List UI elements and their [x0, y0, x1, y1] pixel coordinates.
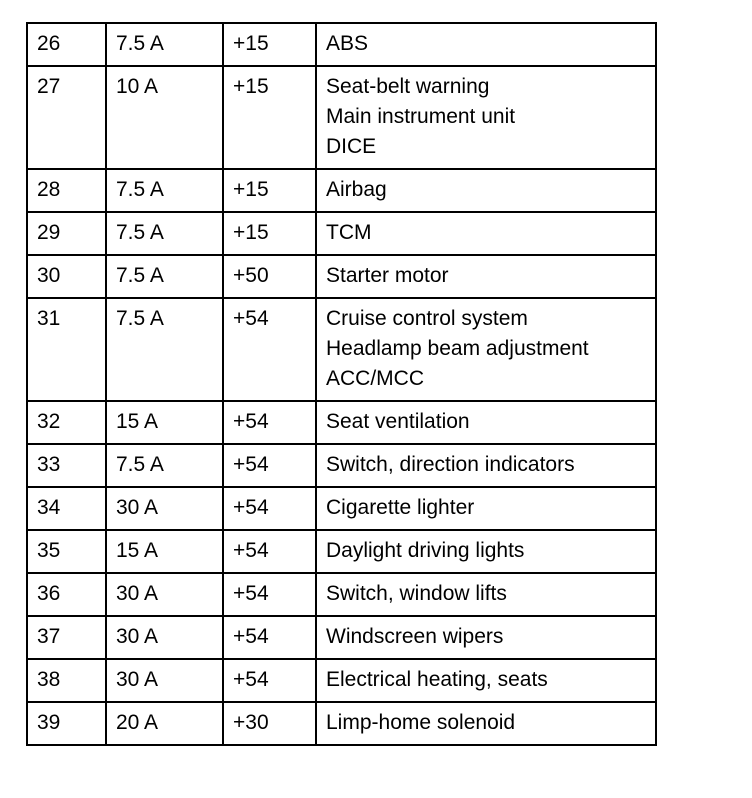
fuse-function-line: Seat-belt warning [326, 75, 490, 98]
fuse-amperage-cell: 15 A [106, 530, 223, 573]
fuse-number-cell: 36 [27, 573, 106, 616]
fuse-amperage-cell: 20 A [106, 702, 223, 745]
fuse-number-cell: 30 [27, 255, 106, 298]
fuse-number-cell: 33 [27, 444, 106, 487]
fuse-amperage-cell: 10 A [106, 66, 223, 169]
fuse-terminal-cell: +50 [223, 255, 316, 298]
fuse-function-cell [316, 659, 656, 702]
fuse-amperage-cell: 7.5 A [106, 444, 223, 487]
fuse-function-cell [316, 23, 656, 66]
fuse-terminal-cell: +54 [223, 530, 316, 573]
fuse-function-cell [316, 444, 656, 487]
fuse-function-cell [316, 487, 656, 530]
fuse-number-cell: 38 [27, 659, 106, 702]
fuse-number-cell: 29 [27, 212, 106, 255]
fuse-number-cell: 27 [27, 66, 106, 169]
fuse-number-cell: 28 [27, 169, 106, 212]
fuse-function-line: DICE [326, 135, 377, 158]
fuse-function-line: Seat ventilation [326, 410, 470, 433]
fuse-amperage-cell: 7.5 A [106, 23, 223, 66]
table-row [27, 255, 656, 298]
fuse-function-line: Switch, direction indicators [326, 453, 575, 476]
fuse-amperage-cell: 7.5 A [106, 255, 223, 298]
fuse-function-line: Cigarette lighter [326, 496, 475, 519]
fuse-function-cell [316, 530, 656, 573]
fuse-table-body [27, 23, 656, 745]
fuse-function-cell [316, 401, 656, 444]
fuse-number-cell: 39 [27, 702, 106, 745]
fuse-function-line: Switch, window lifts [326, 582, 507, 605]
fuse-terminal-cell: +15 [223, 66, 316, 169]
fuse-function-line: Airbag [326, 178, 387, 201]
fuse-number-cell: 35 [27, 530, 106, 573]
fuse-function-line: Headlamp beam adjustment [326, 337, 589, 360]
fuse-terminal-cell: +54 [223, 401, 316, 444]
fuse-function-line: ABS [326, 32, 369, 55]
fuse-amperage-cell: 30 A [106, 573, 223, 616]
fuse-number-cell: 37 [27, 616, 106, 659]
fuse-terminal-cell: +54 [223, 616, 316, 659]
table-row [27, 530, 656, 573]
table-row [27, 23, 656, 66]
fuse-terminal-cell: +15 [223, 23, 316, 66]
fuse-terminal-cell: +54 [223, 298, 316, 401]
table-row [27, 616, 656, 659]
table-row [27, 169, 656, 212]
table-row [27, 659, 656, 702]
fuse-function-line: Cruise control system [326, 307, 528, 330]
table-row [27, 212, 656, 255]
table-row [27, 444, 656, 487]
fuse-function-cell [316, 169, 656, 212]
fuse-function-line: Limp-home solenoid [326, 711, 516, 734]
fuse-function-line: Electrical heating, seats [326, 668, 548, 691]
fuse-function-line: Starter motor [326, 264, 449, 287]
table-row [27, 66, 656, 169]
fuse-function-line: Daylight driving lights [326, 539, 525, 562]
fuse-amperage-cell: 30 A [106, 487, 223, 530]
fuse-number-cell: 31 [27, 298, 106, 401]
table-row [27, 401, 656, 444]
fuse-terminal-cell: +54 [223, 573, 316, 616]
fuse-amperage-cell: 30 A [106, 616, 223, 659]
fuse-terminal-cell: +54 [223, 487, 316, 530]
fuse-terminal-cell: +15 [223, 169, 316, 212]
table-row [27, 487, 656, 530]
fuse-function-line: TCM [326, 221, 372, 244]
fuse-amperage-cell: 15 A [106, 401, 223, 444]
fuse-function-cell [316, 212, 656, 255]
fuse-function-cell [316, 616, 656, 659]
fuse-number-cell: 34 [27, 487, 106, 530]
fuse-terminal-cell: +15 [223, 212, 316, 255]
fuse-function-cell [316, 573, 656, 616]
fuse-amperage-cell: 30 A [106, 659, 223, 702]
fuse-function-cell [316, 66, 656, 169]
fuse-amperage-cell: 7.5 A [106, 169, 223, 212]
fuse-terminal-cell: +54 [223, 659, 316, 702]
table-row [27, 298, 656, 401]
fuse-function-line: ACC/MCC [326, 367, 424, 390]
fuse-amperage-cell: 7.5 A [106, 212, 223, 255]
fuse-function-line: Windscreen wipers [326, 625, 504, 648]
fuse-function-cell [316, 255, 656, 298]
fuse-number-cell: 26 [27, 23, 106, 66]
fuse-function-line: Main instrument unit [326, 105, 516, 128]
fuse-terminal-cell: +54 [223, 444, 316, 487]
fuse-terminal-cell: +30 [223, 702, 316, 745]
fuse-number-cell: 32 [27, 401, 106, 444]
table-row [27, 702, 656, 745]
fuse-function-cell [316, 298, 656, 401]
table-row [27, 573, 656, 616]
fuse-table [26, 22, 657, 746]
fuse-amperage-cell: 7.5 A [106, 298, 223, 401]
fuse-function-cell [316, 702, 656, 745]
